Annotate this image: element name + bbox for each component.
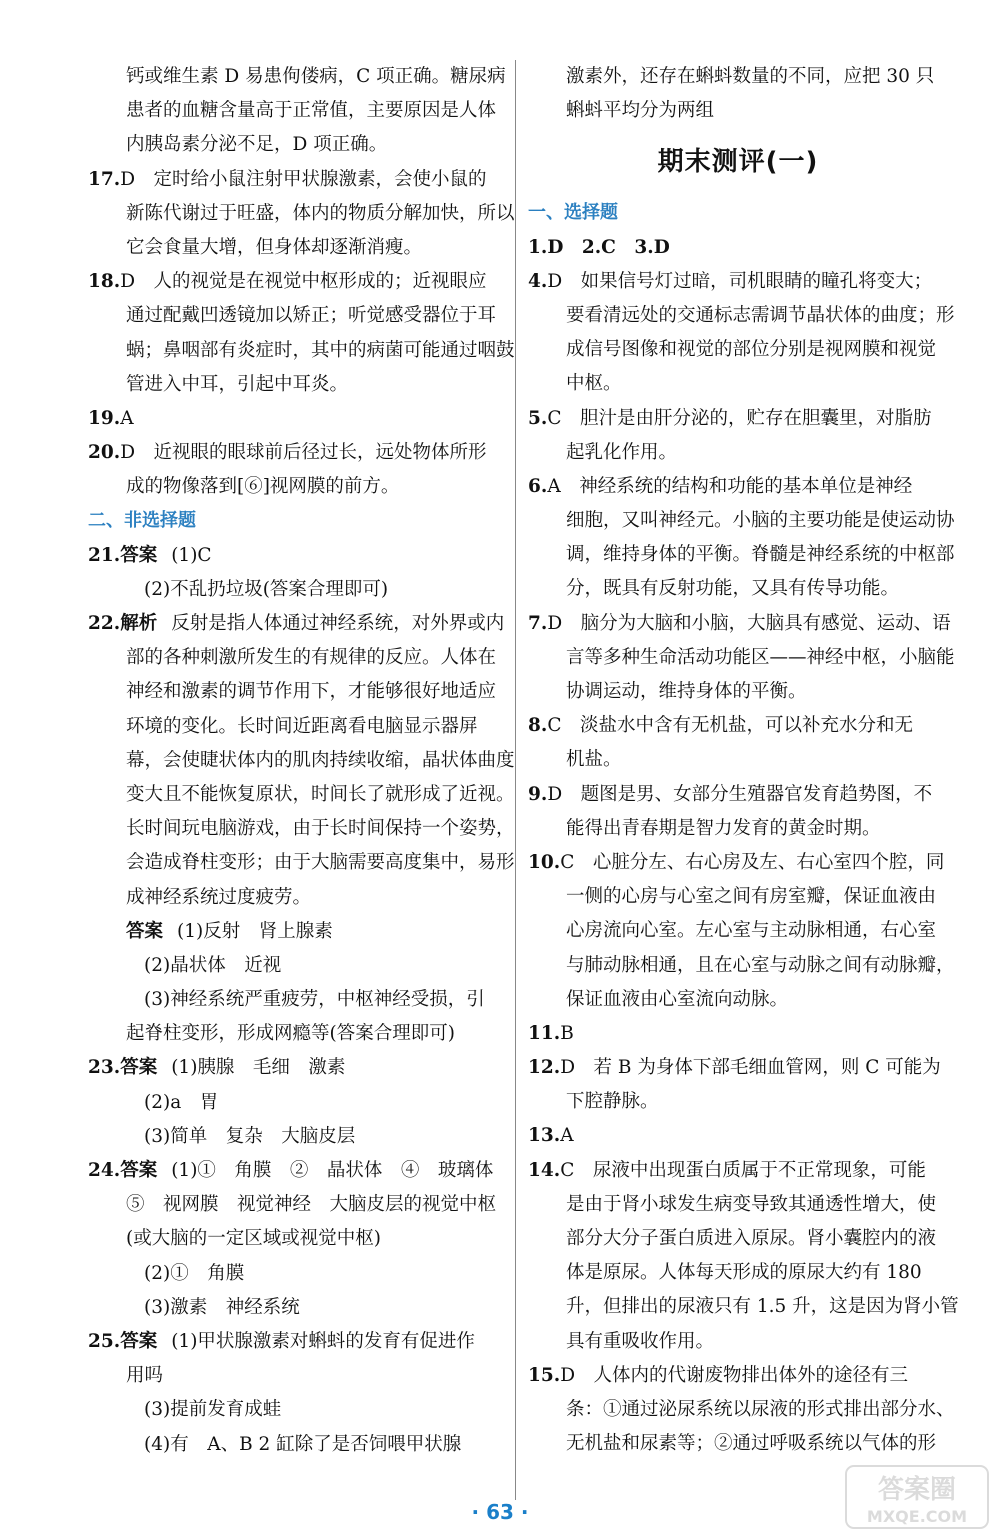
line-text: 要看清远处的交通标志需调节晶状体的曲度；形 <box>566 304 955 326</box>
line-text: (1)反射 肾上腺素 <box>177 920 333 942</box>
line-text: C 胆汁是由肝分泌的，贮存在胆囊里，对脂肪 <box>547 407 932 429</box>
line-text: 细胞，又叫神经元。小脑的主要功能是使运动协 <box>566 510 955 532</box>
line-text: 一侧的心房与心室之间有房室瓣，保证血液由 <box>566 886 937 908</box>
text-line <box>528 743 948 777</box>
left-column <box>88 60 515 1462</box>
line-text: C 淡盐水中含有无机盐，可以补充水分和无 <box>547 715 913 737</box>
text-line <box>528 914 948 948</box>
line-text: 与肺动脉相通，且在心室与动脉之间有动脉瓣， <box>566 954 955 976</box>
line-text: 分，既具有反射功能，又具有传导功能。 <box>566 578 900 600</box>
text-line <box>88 265 508 299</box>
line-text: 神经和激素的调节作用下，才能够很好地适应 <box>126 681 497 703</box>
line-text: 它会食量大增，但身体却逐渐消瘦。 <box>126 236 423 258</box>
text-line <box>88 436 508 470</box>
section-heading: 二、非选择题 <box>88 510 196 532</box>
line-text: 蜗；鼻咽部有炎症时，其中的病菌可能通过咽鼓 <box>126 339 515 361</box>
text-line <box>88 710 508 744</box>
line-text: C 尿液中出现蛋白质属于不正常现象，可能 <box>560 1159 926 1181</box>
answer-label: 答案 <box>120 1057 158 1079</box>
text-line <box>528 641 955 675</box>
line-text: C 心脏分左、右心房及左、右心室四个腔，同 <box>560 851 945 873</box>
text-line <box>528 231 948 265</box>
question-number: 5. <box>528 407 548 429</box>
text-line <box>528 60 948 94</box>
text-line <box>88 368 508 402</box>
text-line <box>528 1222 948 1256</box>
line-text: 会造成脊柱变形；由于大脑需要高度集中，易形 <box>126 852 515 874</box>
line-text: 新陈代谢过于旺盛，体内的物质分解加快，所以 <box>126 202 515 224</box>
text-line <box>88 197 515 231</box>
line-text: (3)神经系统严重疲劳，中枢神经受损，引 <box>144 989 485 1011</box>
question-number: 19. <box>88 407 121 429</box>
text-line <box>88 675 508 709</box>
line-text: (1)胰腺 毛细 激素 <box>171 1057 346 1079</box>
text-line <box>88 94 508 128</box>
right-column-body <box>528 196 959 1461</box>
text-line <box>88 915 508 949</box>
line-text: (4)有 A、B 2 缸除了是否饲喂甲状腺 <box>144 1433 462 1455</box>
svg-text:MXQE.COM: MXQE.COM <box>866 1507 968 1526</box>
line-text: 管进入中耳，引起中耳炎。 <box>126 373 349 395</box>
text-line <box>88 1359 508 1393</box>
line-text: 成的物像落到[⑥]视网膜的前方。 <box>126 476 400 498</box>
text-line <box>88 539 508 573</box>
question-number: 13. <box>528 1125 561 1147</box>
line-text: 升，但排出的尿液只有 1.5 升，这是因为肾小管 <box>566 1296 959 1318</box>
text-line <box>528 812 948 846</box>
text-line <box>528 299 955 333</box>
text-line <box>528 436 948 470</box>
text-line <box>528 1290 959 1324</box>
line-text: D 人的视觉是在视觉中枢形成的；近视眼应 <box>120 271 487 293</box>
line-text: 条：①通过泌尿系统以尿液的形式排出部分水、 <box>566 1398 955 1420</box>
line-text: 钙或维生素 D 易患佝偻病，C 项正确。糖尿病 <box>126 66 506 87</box>
line-text: 机盐。 <box>566 749 622 771</box>
text-line <box>88 1086 508 1120</box>
line-text: D 脑分为大脑和小脑，大脑具有感觉、运动、语 <box>547 612 951 634</box>
line-text: A 神经系统的结构和功能的基本单位是神经 <box>547 475 913 497</box>
line-text: (2)① 角膜 <box>144 1262 245 1284</box>
text-line <box>528 538 955 572</box>
question-number: 6. <box>528 475 548 497</box>
question-number: 9. <box>528 783 548 805</box>
text-line <box>528 607 951 641</box>
text-line <box>528 470 948 504</box>
text-line <box>528 846 948 880</box>
text-line <box>88 1017 508 1051</box>
text-line <box>528 1119 948 1153</box>
question-number: 15. <box>528 1364 561 1386</box>
line-text: 言等多种生命活动功能区——神经中枢，小脑能 <box>566 646 955 668</box>
line-text: D 近视眼的眼球前后径过长，远处物体所形 <box>120 442 487 464</box>
text-line <box>88 607 508 641</box>
line-text: 能得出青春期是智力发育的黄金时期。 <box>566 817 881 839</box>
line-text: 部分大分子蛋白质进入原尿。肾小囊腔内的液 <box>566 1228 937 1249</box>
line-text: D 若 B 为身体下部毛细血管网，则 C 可能为 <box>560 1057 941 1079</box>
question-number: 23. <box>88 1057 121 1079</box>
watermark-logo <box>842 1462 992 1532</box>
text-line <box>88 641 508 675</box>
line-text: 起乳化作用。 <box>566 441 678 463</box>
line-text: A <box>560 1125 574 1147</box>
line-text: (2)a 胃 <box>144 1091 219 1113</box>
question-number: 25. <box>88 1330 121 1352</box>
page-number: · 63 · <box>471 1500 529 1524</box>
line-text: 中枢。 <box>566 373 622 395</box>
question-number: 17. <box>88 168 121 190</box>
line-text: 患者的血糖含量高于正常值，主要原因是人体 <box>126 100 497 122</box>
line-text: (或大脑的一定区域或视觉中枢) <box>126 1228 381 1250</box>
line-text: 协调运动，维持身体的平衡。 <box>566 681 807 702</box>
line-text: (3)提前发育成蛙 <box>144 1399 282 1421</box>
text-line <box>88 1222 508 1256</box>
text-line <box>88 1120 508 1154</box>
text-line <box>88 60 508 94</box>
line-text: 激素外，还存在蝌蚪数量的不同，应把 30 只 <box>566 66 935 87</box>
line-text: 部的各种刺激所发生的有规律的反应。人体在 <box>126 647 497 669</box>
text-line <box>528 983 948 1017</box>
answer-label: 答案 <box>120 1160 158 1181</box>
text-line <box>88 1393 508 1427</box>
question-number: 21. <box>88 544 121 566</box>
line-text: B <box>560 1022 574 1044</box>
question-number: 12. <box>528 1057 561 1079</box>
line-text: 1.D 2.C 3.D <box>528 236 670 258</box>
line-text: (3)简单 复杂 大脑皮层 <box>144 1125 356 1147</box>
text-line <box>528 1256 948 1290</box>
text-line <box>528 94 948 128</box>
text-line <box>528 402 948 436</box>
question-number: 10. <box>528 851 561 873</box>
question-number: 8. <box>528 715 548 737</box>
text-line <box>528 1017 948 1051</box>
text-line <box>88 470 508 504</box>
text-line <box>88 846 515 880</box>
text-line <box>528 572 948 606</box>
line-text: 调，维持身体的平衡。脊髓是神经系统的中枢部 <box>566 544 955 566</box>
text-line <box>528 367 948 401</box>
question-number: 4. <box>528 270 548 292</box>
text-line <box>528 949 955 983</box>
text-line <box>528 709 948 743</box>
answer-label: 解析 <box>120 613 158 634</box>
text-line <box>88 1325 508 1359</box>
text-line <box>528 675 948 709</box>
line-text: 体是原尿。人体每天形成的原尿大约有 180 <box>566 1262 922 1284</box>
question-number: 14. <box>528 1159 561 1181</box>
text-line <box>88 1428 508 1462</box>
line-text: D 人体内的代谢废物排出体外的途径有三 <box>560 1364 909 1386</box>
line-text: D 题图是男、女部分生殖器官发育趋势图，不 <box>547 783 933 805</box>
text-line <box>528 1393 955 1427</box>
text-line <box>528 1427 948 1461</box>
answer-label: 答案 <box>126 920 164 942</box>
text-line <box>528 778 948 812</box>
text-line <box>528 1188 948 1222</box>
question-number: 11. <box>528 1022 561 1044</box>
line-text: 内胰岛素分泌不足，D 项正确。 <box>126 134 388 156</box>
text-line <box>528 880 948 914</box>
line-text: (3)激素 神经系统 <box>144 1296 300 1318</box>
right-column-continuation <box>528 60 948 128</box>
line-text: 环境的变化。长时间近距离看电脑显示器屏 <box>126 715 478 737</box>
question-number: 18. <box>88 271 121 293</box>
line-text: 长时间玩电脑游戏，由于长时间保持一个姿势， <box>126 818 515 840</box>
section-heading: 一、选择题 <box>528 202 618 224</box>
section-title: 期末测评(一) <box>657 147 819 178</box>
text-line <box>88 778 515 812</box>
line-text: 无机盐和尿素等；②通过呼吸系统以气体的形 <box>566 1433 937 1455</box>
text-line <box>528 1085 948 1119</box>
line-text: 成神经系统过度疲劳。 <box>126 886 312 908</box>
text-line <box>88 402 508 436</box>
line-text: (1)① 角膜 ② 晶状体 ④ 玻璃体 <box>171 1160 494 1181</box>
text-line <box>528 265 948 299</box>
text-line <box>88 299 508 333</box>
text-line <box>88 231 508 265</box>
line-text: 成信号图像和视觉的部位分别是视网膜和视觉 <box>566 339 937 361</box>
text-line <box>88 1188 508 1222</box>
line-text: 是由于肾小球发生病变导致其通透性增大，使 <box>566 1193 937 1215</box>
line-text: 幕，会使睫状体内的肌肉持续收缩，晶状体曲度 <box>126 749 515 771</box>
line-text: 用吗 <box>126 1365 164 1387</box>
text-line <box>528 1325 948 1359</box>
line-text: ⑤ 视网膜 视觉神经 大脑皮层的视觉中枢 <box>126 1194 497 1216</box>
line-text: (2)晶状体 近视 <box>144 954 282 976</box>
text-line <box>88 1257 508 1291</box>
text-line <box>88 881 508 915</box>
text-line <box>88 1291 508 1325</box>
line-text: 反射是指人体通过神经系统，对外界或内 <box>171 613 505 634</box>
line-text: (2)不乱扔垃圾(答案合理即可) <box>144 578 389 600</box>
text-line <box>88 334 515 368</box>
answer-label: 答案 <box>120 544 158 566</box>
question-number: 7. <box>528 612 548 634</box>
answer-label: 答案 <box>120 1330 158 1352</box>
question-number: 24. <box>88 1160 121 1181</box>
question-number: 20. <box>88 442 121 464</box>
text-line <box>528 504 955 538</box>
line-text: 起脊柱变形，形成网瘾等(答案合理即可) <box>126 1023 455 1045</box>
line-text: 下腔静脉。 <box>566 1091 659 1113</box>
text-line <box>528 1359 948 1393</box>
text-line <box>528 333 948 367</box>
line-text: 保证血液由心室流向动脉。 <box>566 988 789 1010</box>
question-number: 22. <box>88 613 121 634</box>
column-divider <box>515 60 516 1500</box>
line-text: A <box>120 407 134 429</box>
text-line <box>528 1051 948 1085</box>
line-text: (1)C <box>171 544 212 566</box>
line-text: 变大且不能恢复原状，时间长了就形成了近视。 <box>126 783 515 805</box>
line-text: (1)甲状腺激素对蝌蚪的发育有促进作 <box>171 1330 475 1352</box>
line-text: D 定时给小鼠注射甲状腺激素，会使小鼠的 <box>120 168 487 190</box>
line-text: 心房流向心室。左心室与主动脉相通，右心室 <box>566 920 937 942</box>
text-line <box>88 128 508 162</box>
text-line <box>88 983 508 1017</box>
text-line <box>88 163 508 197</box>
svg-text:答案圈: 答案圈 <box>877 1475 957 1505</box>
text-line <box>88 949 508 983</box>
text-line <box>88 812 515 846</box>
text-line <box>88 573 508 607</box>
line-text: 具有重吸收作用。 <box>566 1330 715 1352</box>
line-text: 通过配戴凹透镜加以矫正；听觉感受器位于耳 <box>126 305 497 327</box>
text-line <box>88 744 515 778</box>
line-text: 蝌蚪平均分为两组 <box>566 100 715 122</box>
text-line <box>528 1154 948 1188</box>
text-line <box>88 1154 508 1188</box>
line-text: D 如果信号灯过暗，司机眼睛的瞳孔将变大； <box>547 270 933 292</box>
text-line <box>88 1051 508 1085</box>
right-column <box>528 60 959 1461</box>
